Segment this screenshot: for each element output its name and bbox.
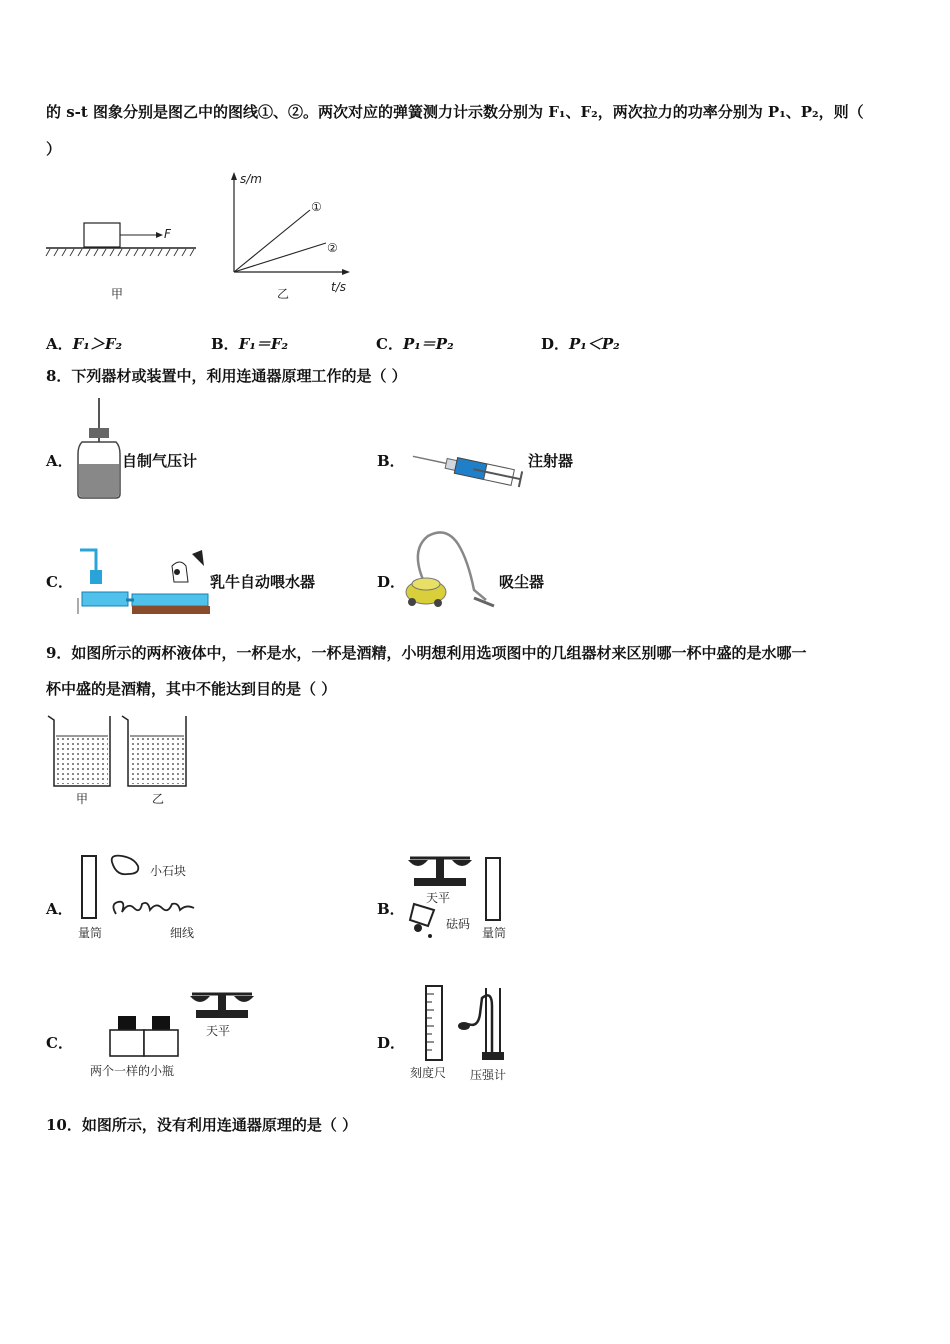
option-text: F₁＞F₂ bbox=[72, 335, 123, 353]
q7-line2-label: ② bbox=[327, 241, 338, 255]
q9-option-c-letter[interactable]: C． bbox=[46, 1034, 73, 1052]
q8-option-b-letter[interactable]: B． bbox=[377, 452, 405, 470]
q9-option-a-letter[interactable]: A． bbox=[46, 900, 73, 918]
q7-stem-line2: ） bbox=[46, 140, 62, 158]
two-beakers-icon bbox=[46, 712, 194, 792]
q10-stem: 10．如图所示，没有利用连通器原理的是（ ） bbox=[46, 1116, 358, 1134]
q7-option-b[interactable] bbox=[211, 333, 288, 354]
q8-option-d-text: 吸尘器 bbox=[499, 573, 545, 591]
q7-caption-yi: 乙 bbox=[277, 287, 290, 301]
label-graduated-cylinder-b: 量筒 bbox=[482, 926, 507, 940]
label-graduated-cylinder: 量筒 bbox=[78, 926, 103, 940]
label-weights: 砝码 bbox=[446, 917, 471, 931]
cow-feeder-icon bbox=[76, 548, 210, 616]
q8-option-b-text: 注射器 bbox=[528, 452, 574, 470]
option-text: F₁＝F₂ bbox=[238, 335, 289, 353]
barometer-icon bbox=[74, 398, 124, 500]
syringe-icon bbox=[410, 452, 525, 500]
q9-stem-line2: 杯中盛的是酒精，其中不能达到目的是（ ） bbox=[46, 680, 337, 698]
q9-option-a-figure bbox=[76, 852, 206, 924]
q8-option-a-text: 自制气压计 bbox=[122, 452, 198, 470]
option-letter: B． bbox=[211, 335, 239, 353]
q7-option-a[interactable] bbox=[46, 333, 122, 354]
q9-option-d-letter[interactable]: D． bbox=[377, 1034, 406, 1052]
q7-force-label: F bbox=[164, 227, 171, 241]
option-letter: C． bbox=[376, 335, 403, 353]
label-two-bottles: 两个一样的小瓶 bbox=[90, 1064, 175, 1078]
label-balance-c: 天平 bbox=[206, 1024, 231, 1038]
q8-option-c-text: 乳牛自动喂水器 bbox=[210, 573, 316, 591]
option-letter: D． bbox=[541, 335, 570, 353]
option-text: P₁＜P₂ bbox=[569, 335, 620, 353]
label-balance: 天平 bbox=[426, 891, 451, 905]
q7-figure-jia bbox=[46, 215, 206, 305]
q7-caption-jia: 甲 bbox=[111, 287, 124, 301]
q9-option-b-letter[interactable]: B． bbox=[377, 900, 405, 918]
q7-x-axis-label: t/s bbox=[331, 280, 346, 294]
beaker-yi-label: 乙 bbox=[152, 792, 165, 806]
q9-option-d-figure bbox=[420, 984, 520, 1064]
q7-option-c[interactable] bbox=[376, 333, 454, 354]
label-small-stone: 小石块 bbox=[150, 864, 187, 878]
q7-option-d[interactable] bbox=[541, 333, 620, 354]
q8-option-a-letter[interactable]: A． bbox=[46, 452, 73, 470]
q7-figure-yi bbox=[228, 170, 358, 280]
q9-option-c-figure bbox=[106, 986, 256, 1058]
q8-option-c-letter[interactable]: C． bbox=[46, 573, 73, 591]
option-letter: A． bbox=[46, 335, 73, 353]
label-thread: 细线 bbox=[170, 926, 195, 940]
q7-y-axis-label: s/m bbox=[240, 172, 262, 186]
q9-stem-line1: 9．如图所示的两杯液体中，一杯是水，一杯是酒精，小明想利用选项图中的几组器材来区别哪一杯中盛的是水哪一 bbox=[46, 644, 807, 662]
label-ruler: 刻度尺 bbox=[410, 1066, 447, 1080]
q7-stem-line1: 的 s-t 图象分别是图乙中的图线①、②。两次对应的弹簧测力计示数分别为 F₁、F₂，两次拉力的功率分别为 P₁、P₂，则（ bbox=[46, 103, 864, 121]
q8-stem: 8．下列器材或装置中，利用连通器原理工作的是（ ） bbox=[46, 367, 407, 385]
beaker-jia-label: 甲 bbox=[76, 792, 89, 806]
q8-option-d-letter[interactable]: D． bbox=[377, 573, 406, 591]
q7-line1-label: ① bbox=[311, 200, 322, 214]
vacuum-cleaner-icon bbox=[402, 530, 498, 612]
label-pressure-gauge: 压强计 bbox=[470, 1068, 507, 1082]
option-text: P₁＝P₂ bbox=[402, 335, 454, 353]
